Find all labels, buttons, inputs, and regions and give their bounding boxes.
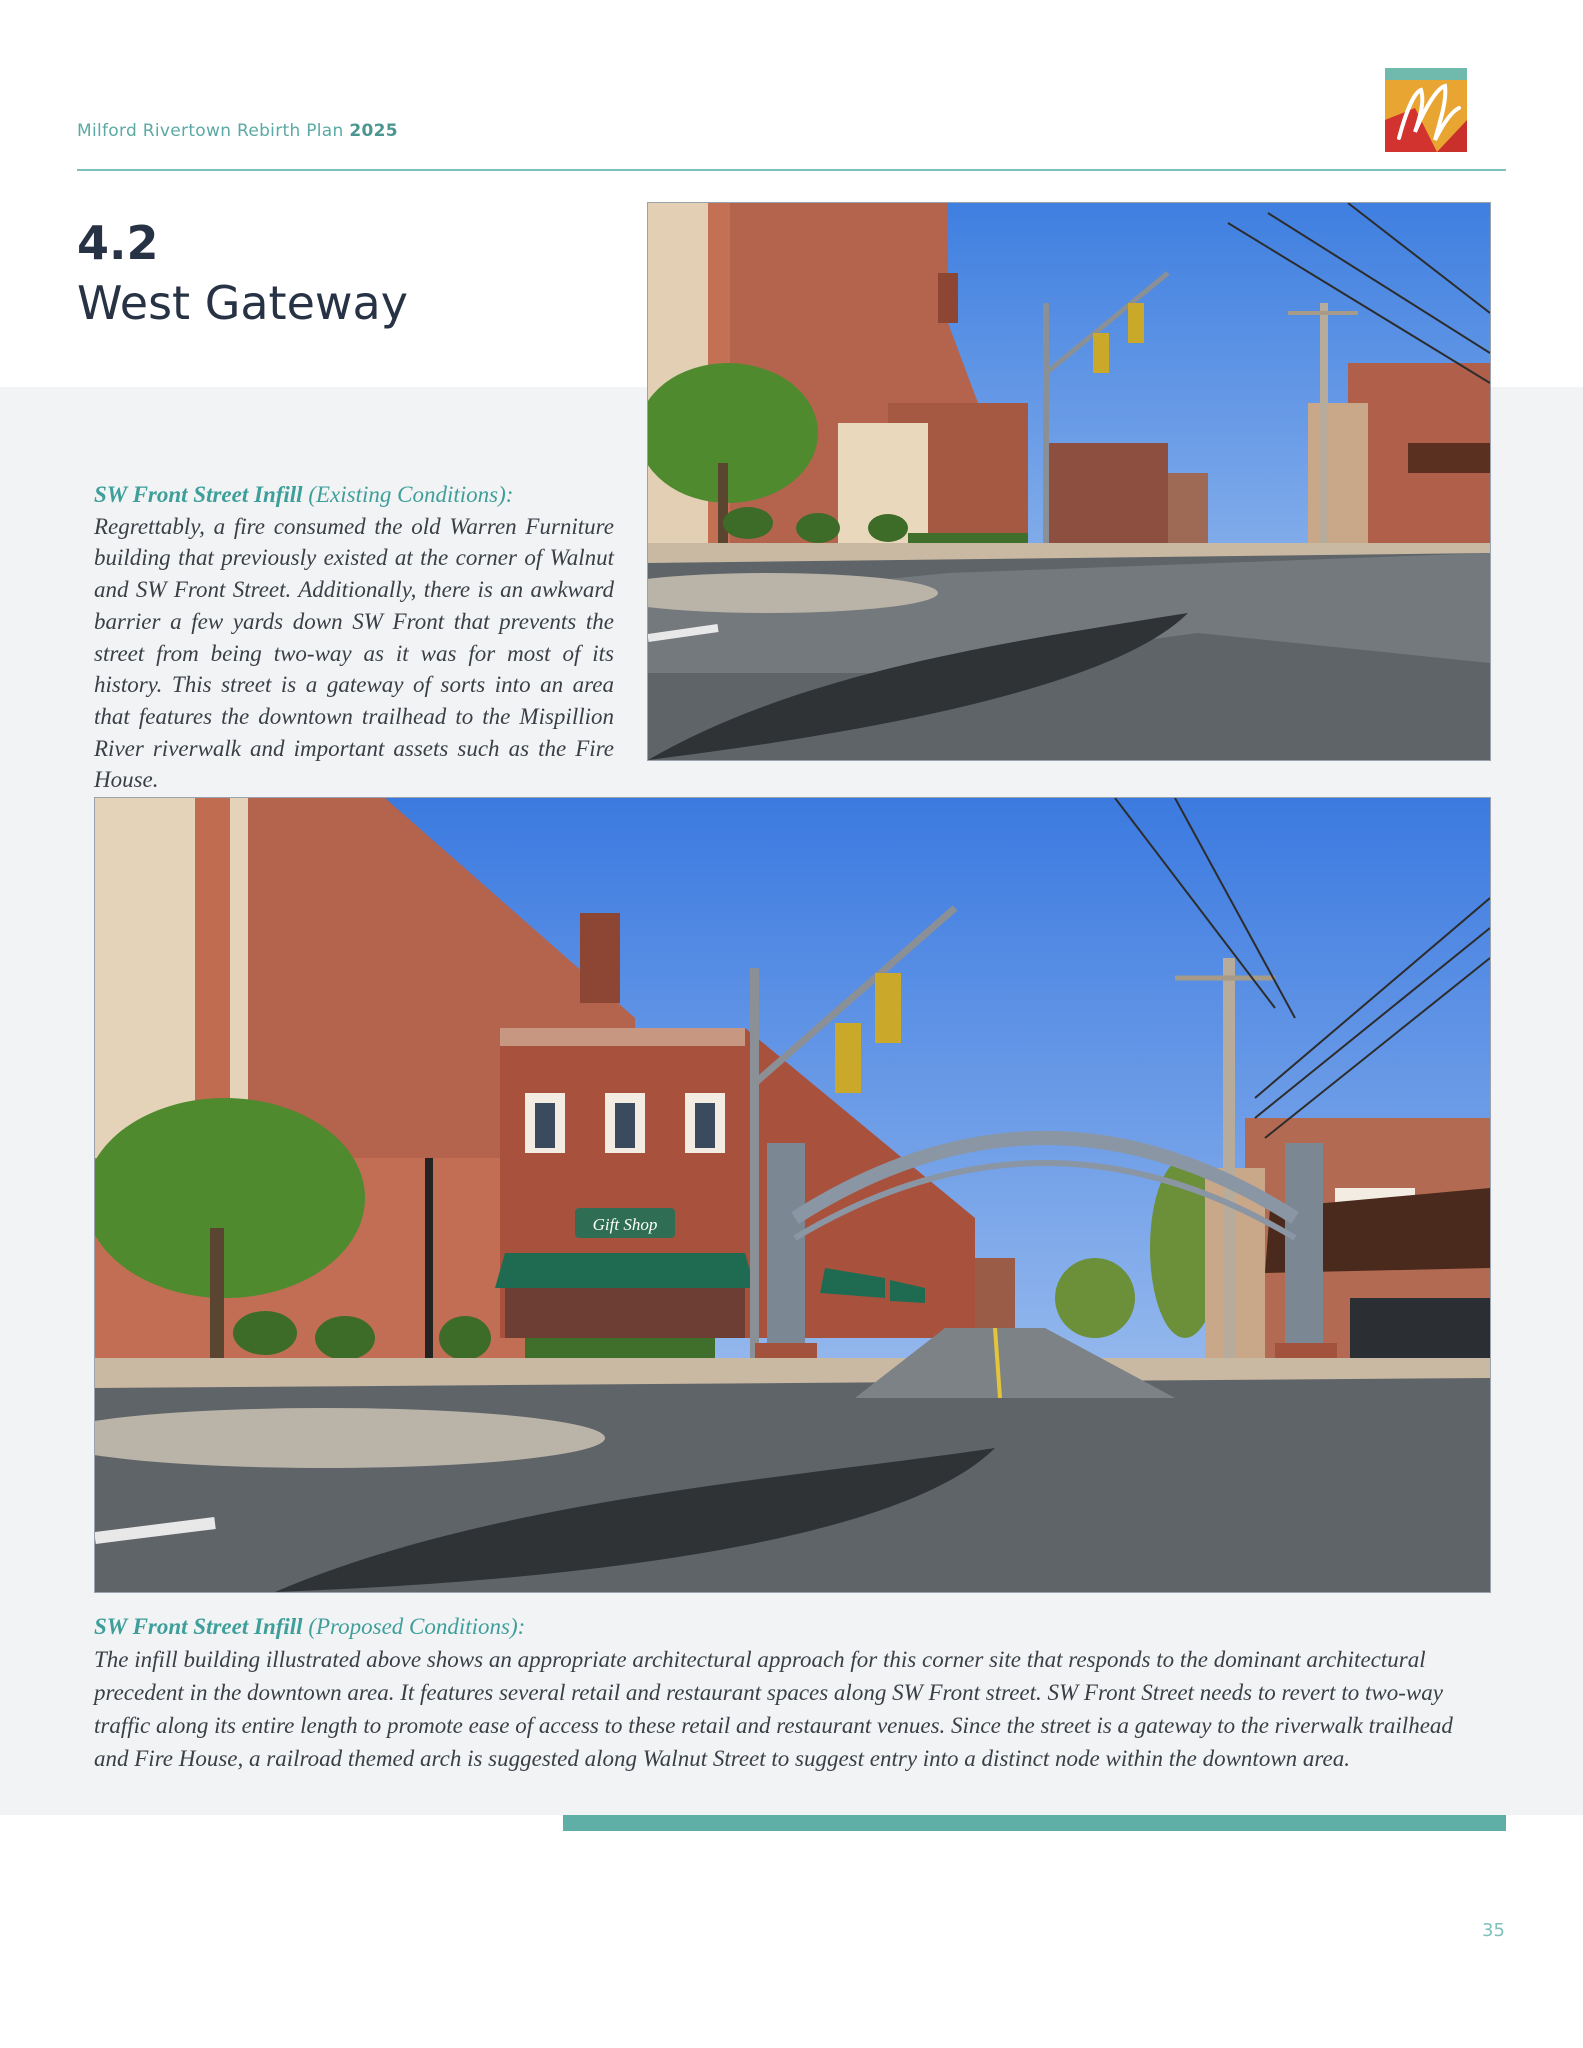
header-divider [77, 169, 1506, 171]
existing-conditions-caption [94, 481, 614, 798]
document-header [77, 121, 398, 141]
proposed-conditions-rendering [94, 797, 1491, 1593]
proposed-caption-body: The infill building illustrated above shows an appropriate architectural approach for this corner site that responds to the dominant architectural precedent in the downtown area. It features several retail and restaurant spaces along SW Front street. SW Front Street needs to revert to two-way traffic along its entire length to promote ease of access to these retail and restaurant venues. Since the street is a gateway to the riverwalk trailhead and Fire House, a railroad themed arch is suggested along Walnut Street to suggest entry into a distinct node within the downtown area. [94, 1647, 1453, 1771]
milford-m-logo-icon [1385, 68, 1467, 152]
proposed-caption-title: SW Front Street Infill [94, 1614, 303, 1639]
proposed-conditions-caption [94, 1612, 1489, 1777]
proposed-caption-subtitle: (Proposed Conditions): [308, 1614, 526, 1639]
header-title: Milford Rivertown Rebirth Plan [77, 121, 344, 141]
section-number: 4.2 [77, 216, 159, 270]
existing-caption-title: SW Front Street Infill [94, 482, 303, 507]
section-title: West Gateway [77, 276, 408, 330]
gift-shop-sign-text: Gift Shop [592, 1215, 658, 1234]
footer-accent-bar [563, 1815, 1506, 1831]
existing-caption-subtitle: (Existing Conditions): [308, 482, 514, 507]
existing-caption-body: Regrettably, a fire consumed the old Warren Furniture building that previously existed at the corner of Walnut and SW Front Street. Additionally, there is an awkward barrier a few yards down SW Front that prevents the street from being two-way as it was for most of its history. This street is a gateway of sorts into an area that features the downtown trailhead to the Mispillion River riverwalk and important assets such as the Fire House. [94, 513, 614, 793]
header-year: 2025 [349, 121, 398, 141]
existing-conditions-photo [647, 202, 1491, 761]
page-number: 35 [1482, 1920, 1505, 1941]
